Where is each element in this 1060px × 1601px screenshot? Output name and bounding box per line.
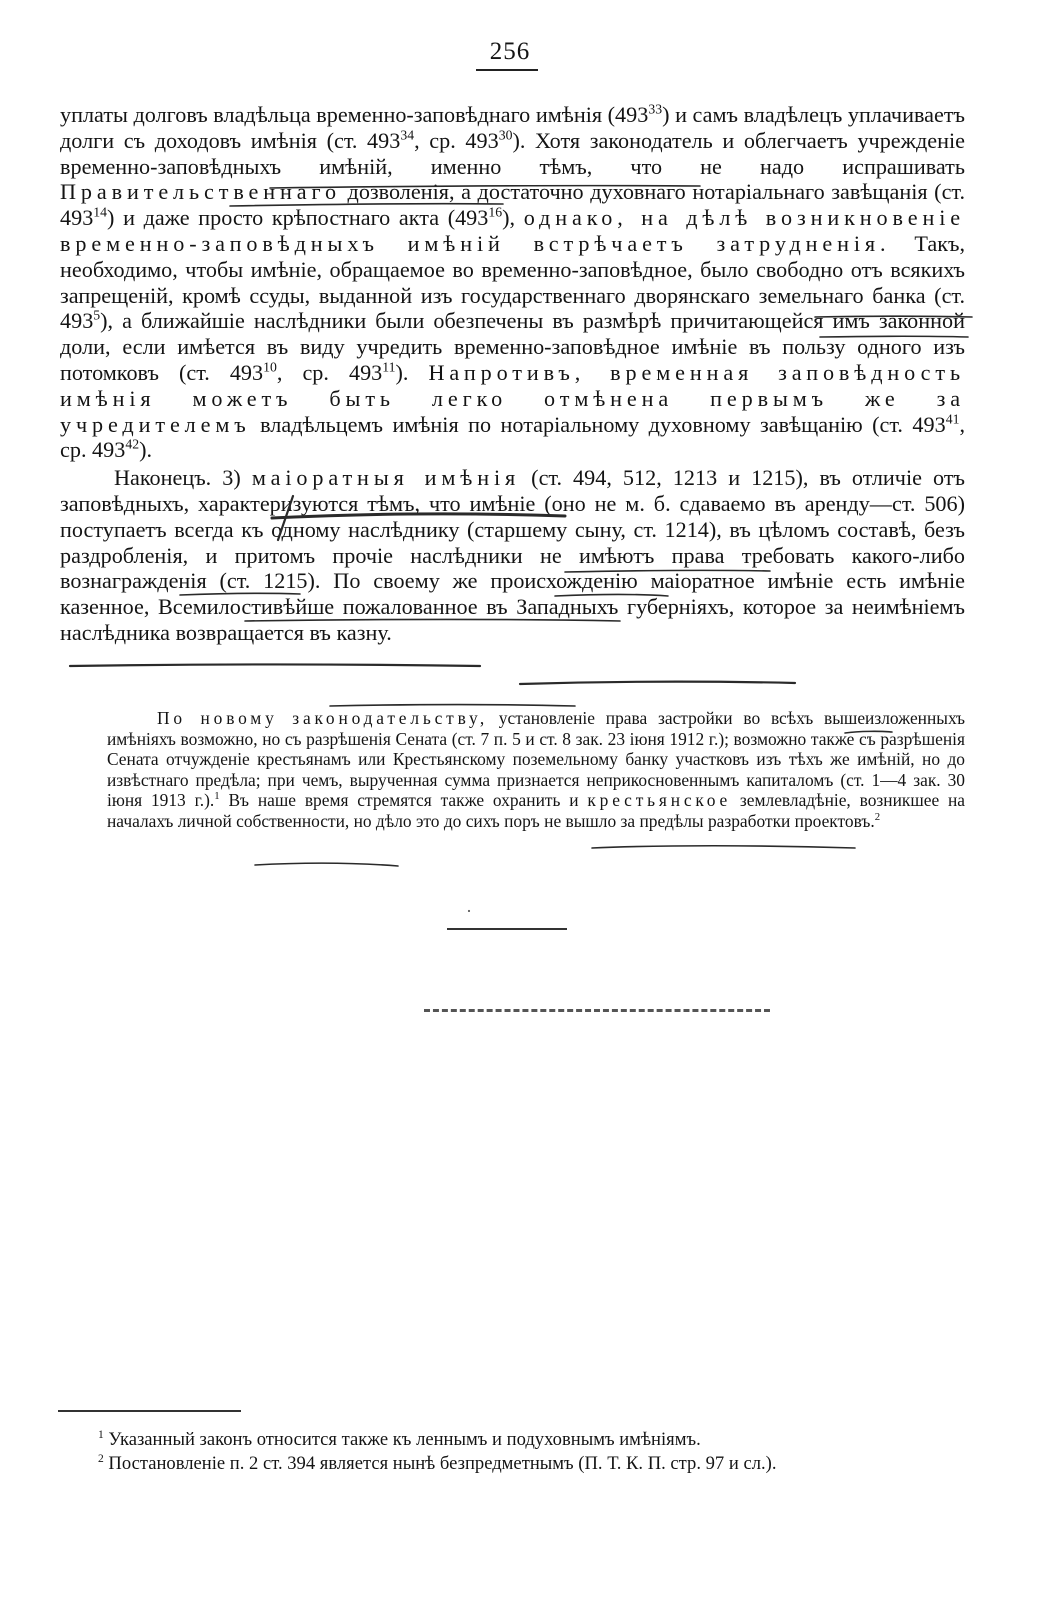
pencil-underline (70, 665, 480, 667)
paragraph-1: уплаты долговъ владѣльца временно-заповѣднаго имѣнія $(493^{33})$ и самъ владѣлецъ уплачиваетъ долги съ доходовъ имѣнія (ст. $493^{34}$, ср. $493^{30}$). Хотя законодатель и облегчаетъ учрежденіе временно-заповѣдныхъ имѣній, именно тѣмъ, что не надо испрашивать Правительственнаго дозволенія, а достаточно духовнаго нотаріальнаго завѣщанія (ст. $493^{14}$) и даже просто крѣпостнаго акта $(493^{16})$, однако, на дѣлѣ возникновеніе временно-заповѣдныхъ имѣній встрѣчаетъ затрудненія. Такъ, необходимо, чтобы имѣніе, обращаемое во временно-заповѣдное, было свободно отъ всякихъ запрещеній, кромѣ ссуды, выданной изъ государственнаго дворянскаго земельнаго банка (ст. $493^5$), а ближайшіе наслѣдники были обезпечены въ размѣрѣ причитающейся имъ законной доли, если имѣется въ виду учредить временно-заповѣдное имѣніе въ пользу одного изъ потомковъ (ст. $493^{10}$, ср. $493^{11}$). Напротивъ, временная заповѣдность имѣнія можетъ быть легко отмѣнена первымъ же за учредителемъ владѣльцемъ имѣнія по нотаріальному духовному завѣщанію (ст. $493^{41}$, ср. $493^{42}$). (60, 101, 966, 463)
paragraph-2: Наконецъ. 3) маіоратныя имѣнія (ст. 494, 512, 1213 и 1215), въ отличіе отъ заповѣдныхъ, характеризуются тѣмъ, что имѣніе (оно не м. б. сдаваемо въ аренду—ст. 506) поступаетъ всегда къ одному наслѣднику (старшему сыну, ст. 1214), въ цѣломъ составѣ, безъ раздробленія, и притомъ прочіе наслѣдники не имѣютъ права требовать какого-либо вознагражденія (ст. 1215). По своему же происхожденію маіоратное имѣніе есть имѣніе казенное, Всемилостивѣйше пожалованное въ Западныхъ губерніяхъ, которое за неимѣніемъ наслѣдника возвращается въ казну. (60, 465, 965, 645)
emphasis-spaced: По новому законодательству, (157, 708, 488, 728)
pencil-underline (330, 705, 575, 707)
footnote-ref: 2 (874, 811, 881, 824)
pencil-underline (520, 682, 795, 684)
footnote-1: $^1$ Указанный законъ относится также къ леннымъ и подуховнымъ имѣніямъ. (98, 1428, 701, 1450)
ink-speck: · (466, 901, 472, 921)
emphasis-spaced: Правительственнаго (60, 179, 341, 205)
footnote-2: $^2$ Постановленіе п. 2 ст. 394 является нынѣ безпредметнымъ (П. Т. К. П. стр. 97 и сл.). (98, 1452, 777, 1474)
small-print-note (107, 708, 965, 832)
note-paragraph: По новому законодательству, установленіе права застройки во всѣхъ вышеизложенныхъ имѣніяхъ возможно, но съ разрѣшенія Сената (ст. 7 п. 5 и ст. 8 зак. 23 іюня 1912 г.); возможно также съ разрѣшенія Сената отчужденіе крестьянамъ или Крестьянскому поземельному банку участковъ изъ тѣхъ же имѣній, но до извѣстнаго предѣла; при чемъ, вырученная сумма признается неприкосновеннымъ капиталомъ (ст. 1—4 зак. 30 іюня 1913 г.).$^1$ Въ наше время стремятся также охранить и крестьянское землевладѣніе, возникшее на началахъ личной собственности, но дѣло это до сихъ поръ не вышло за предѣлы разработки проектовъ.$^2$ (107, 708, 966, 831)
emphasis-spaced: Напротивъ, временная заповѣдность имѣнія можетъ быть легко отмѣнена первымъ же за учредителемъ (60, 359, 966, 437)
main-text (60, 102, 965, 646)
footnotes (60, 1428, 965, 1476)
emphasis-spaced: крестьянское (587, 790, 732, 811)
footnote-ref: 1 (214, 790, 220, 803)
pencil-underline (592, 846, 855, 848)
footnote-separator (58, 1410, 241, 1412)
emphasis-spaced: маіоратныя имѣнія (251, 465, 521, 491)
page-number-underline (476, 69, 538, 71)
pencil-underline (255, 863, 398, 866)
page-number: 256 (489, 38, 531, 65)
emphasis-spaced: однако, на дѣлѣ возникновеніе временно-заповѣдныхъ имѣній встрѣчаетъ затрудненія. (60, 205, 966, 256)
decorative-dashed-rule (424, 1009, 770, 1012)
section-divider (447, 928, 567, 930)
